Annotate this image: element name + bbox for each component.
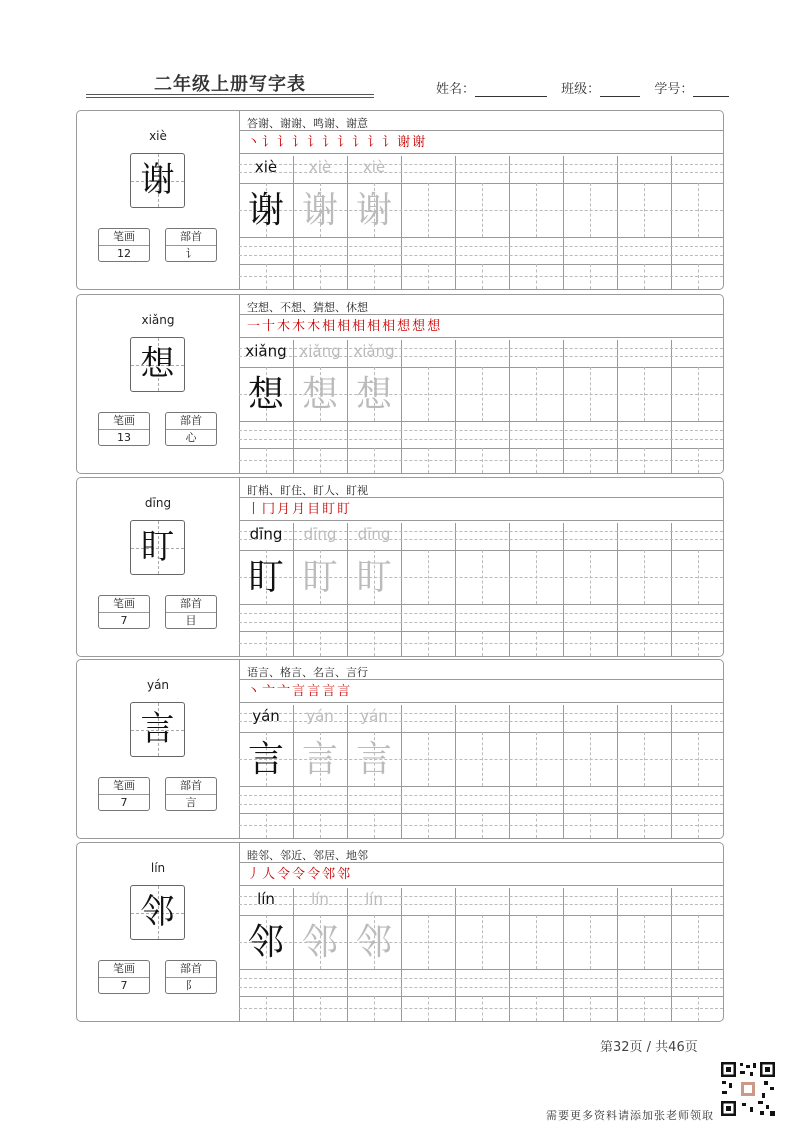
character-trace: 言 (301, 739, 338, 780)
stroke-step: 丶 (247, 135, 263, 150)
stroke-step: 讠 (277, 135, 293, 150)
practice-grid (239, 156, 723, 289)
pinyin-trace: dīng (357, 525, 391, 543)
stroke-order (247, 315, 442, 333)
practice-grid (239, 523, 723, 656)
stroke-step: 讠 (322, 135, 338, 150)
example-words: 语言、格言、名言、言行 (247, 666, 368, 679)
pinyin-trace: xiǎng (353, 342, 395, 360)
radical-label: 部首 (166, 778, 216, 795)
id-field[interactable] (693, 84, 729, 97)
pinyin-trace: yán (360, 707, 388, 725)
stroke-step: 讠 (262, 135, 278, 150)
character-trace: 言 (247, 739, 284, 780)
radical-value: 阝 (185, 979, 197, 992)
radical-label: 部首 (166, 413, 216, 430)
pinyin: dīng (144, 496, 172, 510)
stroke-step: 盯 (337, 502, 353, 517)
stroke-count-label: 笔画 (99, 778, 149, 795)
page-title: 二年级上册写字表 (154, 74, 306, 95)
stroke-step: 目 (307, 502, 323, 517)
character-trace: 谢 (247, 190, 284, 231)
character: 邻 (140, 892, 175, 932)
character-trace: 想 (247, 374, 284, 415)
stroke-step: 想 (412, 319, 428, 334)
pinyin: yán (146, 678, 170, 692)
stroke-step: 一 (247, 319, 263, 334)
stroke-step: 月 (292, 502, 308, 517)
pinyin-trace: lín (257, 890, 275, 908)
stroke-step: 谢 (397, 135, 413, 150)
stroke-step: 讠 (292, 135, 308, 150)
stroke-count-label: 笔画 (99, 413, 149, 430)
character-trace: 谢 (301, 190, 338, 231)
radical-label: 部首 (166, 596, 216, 613)
example-words: 空想、不想、猜想、休想 (247, 301, 368, 314)
character-trace: 想 (301, 374, 338, 415)
character-entry (76, 477, 724, 657)
id-label: 学号： (654, 82, 694, 97)
stroke-count-label: 笔画 (99, 229, 149, 246)
radical-value: 讠 (185, 247, 197, 260)
stroke-step: 邻 (337, 867, 353, 882)
stroke-step: 言 (292, 684, 308, 699)
example-words: 答谢、谢谢、鸣谢、谢意 (247, 117, 368, 130)
stroke-step: 令 (277, 867, 293, 882)
stroke-step: 讠 (352, 135, 368, 150)
pinyin-trace: yán (252, 707, 280, 725)
stroke-step: 木 (307, 319, 323, 334)
character-box (130, 885, 185, 940)
radical-box (165, 228, 217, 262)
character-trace: 想 (355, 374, 392, 415)
pinyin-trace: dīng (249, 525, 283, 543)
stroke-count-box (98, 960, 150, 994)
pinyin-trace: xiè (362, 158, 386, 176)
character-trace: 邻 (301, 922, 338, 963)
stroke-step: 亠 (262, 684, 278, 699)
stroke-step: 丶 (247, 684, 263, 699)
practice-grid (239, 888, 723, 1021)
student-fields (436, 78, 739, 97)
stroke-count-box (98, 228, 150, 262)
stroke-step: 丿 (247, 867, 263, 882)
example-words: 睦邻、邻近、邻居、地邻 (247, 849, 368, 862)
stroke-step: 相 (337, 319, 353, 334)
stroke-step: 讠 (382, 135, 398, 150)
radical-value: 目 (185, 614, 197, 627)
pinyin-trace: lín (311, 890, 329, 908)
stroke-step: 言 (337, 684, 353, 699)
stroke-step: 言 (322, 684, 338, 699)
stroke-step: 木 (277, 319, 293, 334)
character-trace: 盯 (301, 557, 338, 598)
pinyin-trace: xiǎng (245, 342, 287, 360)
stroke-step: 相 (367, 319, 383, 334)
class-field[interactable] (600, 84, 640, 97)
character-entry (76, 842, 724, 1022)
stroke-step: 丨 (247, 502, 263, 517)
page-header (0, 62, 800, 102)
character-entry (76, 110, 724, 290)
character: 盯 (140, 527, 175, 567)
example-words: 盯梢、盯住、盯人、盯视 (247, 484, 368, 497)
stroke-step: 想 (427, 319, 443, 334)
stroke-count-box (98, 777, 150, 811)
qr-code-icon (720, 1061, 776, 1117)
character-box (130, 702, 185, 757)
radical-box (165, 412, 217, 446)
character-trace: 盯 (355, 557, 392, 598)
character: 言 (140, 709, 175, 749)
stroke-step: 十 (262, 319, 278, 334)
title-rule (86, 97, 374, 98)
stroke-count-value: 12 (117, 247, 131, 260)
stroke-step: 想 (397, 319, 413, 334)
stroke-step: 讠 (307, 135, 323, 150)
pinyin-trace: xiè (254, 158, 278, 176)
name-field[interactable] (475, 84, 547, 97)
stroke-step: 讠 (367, 135, 383, 150)
character-trace: 邻 (247, 922, 284, 963)
radical-value: 言 (185, 796, 197, 809)
character: 想 (140, 344, 175, 384)
character-card (77, 843, 240, 1021)
stroke-order (247, 131, 427, 149)
stroke-count-value: 7 (120, 979, 128, 992)
practice-grid (239, 340, 723, 473)
pinyin-trace: dīng (303, 525, 337, 543)
stroke-step: 讠 (337, 135, 353, 150)
stroke-count-box (98, 412, 150, 446)
character-trace: 言 (355, 739, 392, 780)
name-label: 姓名： (436, 82, 476, 97)
character-card (77, 478, 240, 656)
stroke-step: 令 (307, 867, 323, 882)
stroke-count-value: 7 (120, 614, 128, 627)
character-box (130, 520, 185, 575)
character-entry (76, 294, 724, 474)
stroke-step: 木 (292, 319, 308, 334)
stroke-order (247, 498, 352, 516)
character-box (130, 337, 185, 392)
pinyin: xiè (149, 129, 167, 143)
stroke-step: 相 (382, 319, 398, 334)
radical-label: 部首 (166, 229, 216, 246)
stroke-count-value: 13 (117, 431, 131, 444)
stroke-step: 相 (322, 319, 338, 334)
stroke-step: 冂 (262, 502, 278, 517)
character-trace: 邻 (355, 922, 392, 963)
practice-grid (239, 705, 723, 838)
pinyin: xiǎng (141, 313, 175, 327)
stroke-step: 言 (307, 684, 323, 699)
character: 谢 (140, 160, 175, 200)
character-box (130, 153, 185, 208)
stroke-step: 相 (352, 319, 368, 334)
stroke-order (247, 680, 352, 698)
stroke-step: 人 (262, 867, 278, 882)
pinyin-trace: xiǎng (299, 342, 341, 360)
stroke-step: 邻 (322, 867, 338, 882)
page-number: 第32页 / 共46页 (600, 1040, 698, 1055)
character-entry (76, 659, 724, 839)
stroke-step: 盯 (322, 502, 338, 517)
stroke-step: 令 (292, 867, 308, 882)
stroke-order (247, 863, 352, 881)
class-label: 班级： (561, 82, 601, 97)
pinyin-trace: lín (365, 890, 383, 908)
stroke-step: 月 (277, 502, 293, 517)
radical-box (165, 777, 217, 811)
stroke-count-box (98, 595, 150, 629)
stroke-count-value: 7 (120, 796, 128, 809)
character-trace: 盯 (247, 557, 284, 598)
character-trace: 谢 (355, 190, 392, 231)
radical-box (165, 960, 217, 994)
stroke-step: 亠 (277, 684, 293, 699)
character-card (77, 295, 240, 473)
radical-label: 部首 (166, 961, 216, 978)
pinyin-trace: xiè (308, 158, 332, 176)
stroke-count-label: 笔画 (99, 596, 149, 613)
radical-value: 心 (185, 431, 197, 444)
pinyin-trace: yán (306, 707, 334, 725)
stroke-count-label: 笔画 (99, 961, 149, 978)
title-rule (86, 94, 374, 95)
footer-note: 需要更多资料请添加张老师领取 (546, 1109, 714, 1122)
radical-box (165, 595, 217, 629)
pinyin: lín (150, 861, 166, 875)
stroke-step: 谢 (412, 135, 428, 150)
character-card (77, 111, 240, 289)
character-card (77, 660, 240, 838)
